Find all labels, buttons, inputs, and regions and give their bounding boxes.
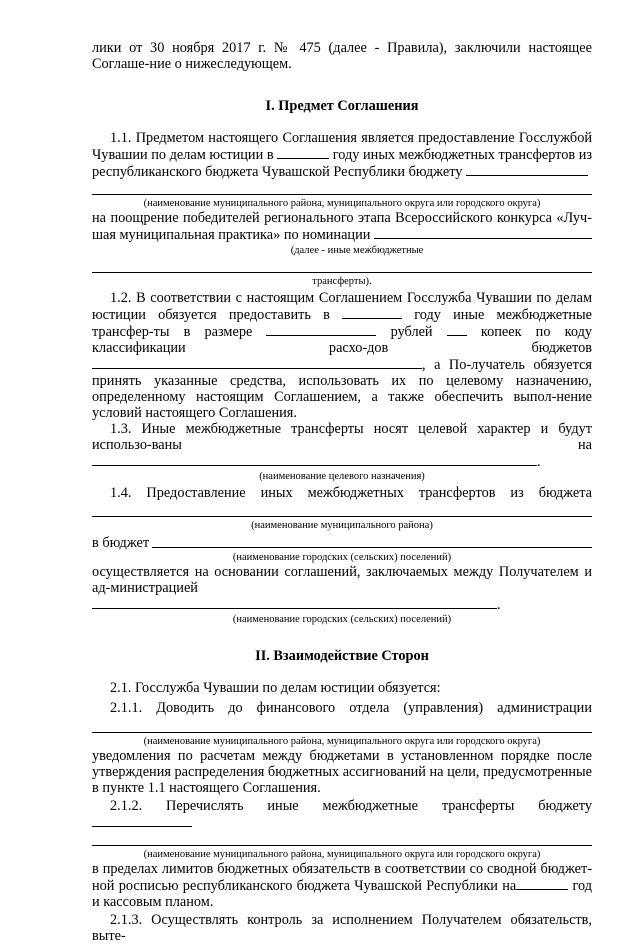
caption-settlements: (наименование городских (сельских) поселений) [232,552,452,563]
caption-municipal-3: (наименование муниципального района, муниципального округа или городского округа) [143,849,541,860]
caption-district: (наименование муниципального района) [251,520,433,531]
year-blank [277,146,329,159]
paragraph-1-2-text-e: , а По-лучатель обязуется принять указанные средства, использовать их по целевому назначению, определенному настоящим Соглашением, а также обеспечить выпол-нение условий настоящего Соглашения. [92,357,592,421]
year-blank-3 [516,877,568,890]
paragraph-2-1-2-text-a: 2.1.2. Перечислять иные межбюджетные трансферты бюджету [110,798,592,814]
caption-municipal: (наименование муниципального района, муниципального округа или городского округа) [143,198,541,209]
intro-paragraph: лики от 30 ноября 2017 г. № 475 (далее - Правила), заключили настоящее Соглаше-ние о нижеследующем. [92,40,592,72]
paragraph-2-1-2-continued [92,861,592,910]
district-line [92,516,592,517]
paragraph-1-1-nomination [92,210,592,243]
settlements-blank [152,535,592,548]
paragraph-1-2 [92,290,592,421]
paragraph-2-1-2-text-b: в пределах лимитов бюджетных обязательств в соответствии со сводной бюджет-ной росписью республиканского бюджета Чувашской Республики на [92,861,592,894]
paragraph-1-4-continued: осуществляется на основании соглашений, заключаемых между Получателем и ад-министрацией . [92,564,592,613]
paragraph-2-1-1: 2.1.1. Доводить до финансового отдела (управления) администрации [110,700,592,716]
caption-purpose: (наименование целевого назначения) [259,471,425,482]
administration-blank [92,596,497,609]
caption-other-transfers: (далее - иные межбюджетные [290,245,424,256]
paragraph-1-4: 1.4. Предоставление иных межбюджетных трансфертов из бюджета [110,485,592,501]
nomination-blank [374,226,592,239]
amount-kopecks-blank [447,323,467,336]
paragraph-1-2-text-c: рублей [390,324,433,340]
paragraph-2-1-2 [92,798,592,831]
recipient-budget-blank [466,163,588,176]
paragraph-1-3: 1.3. Иные межбюджетные трансферты носят целевой характер и будут использо-ваны на . [92,421,592,470]
paragraph-2-1: 2.1. Госслужба Чувашии по делам юстиции обязуется: [110,680,441,696]
other-transfers-line [92,272,592,273]
paragraph-2-1-3: 2.1.3. Осуществлять контроль за исполнением Получателем обязательств, выте- [92,912,592,944]
budget-row [92,535,592,551]
paragraph-1-2-text-b: году иные межбюджетные трансфер-ты в размере [92,307,592,340]
paragraph-1-1-text-a: 1.1. Предметом настоящего Соглашения является предоставление Госслужбой Чувашии по делам юстиции в [92,130,592,163]
municipal-name-line [92,194,592,195]
purpose-blank [92,453,537,466]
paragraph-1-4-text-c: осуществляется на основании соглашений, заключаемых между Получателем и ад-министрацией [92,564,592,596]
budget-blank [92,814,192,827]
paragraph-1-1 [92,130,592,180]
caption-settlements-2: (наименование городских (сельских) поселений) [232,614,452,625]
paragraph-1-3-text: 1.3. Иные межбюджетные трансферты носят целевой характер и будут использо-ваны на [92,421,592,453]
document-page [92,40,592,944]
nomination-text: на поощрение победителей регионального этапа Всероссийского конкурса «Луч-шая муниципальная практика» по номинации [92,210,592,243]
municipal-name-line-2 [92,732,592,733]
paragraph-2-1-1-continued: уведомления по расчетам между бюджетами в установленном порядке после утверждения распределения бюджетных ассигнований на цели, предусмотренные в пункте 1.1 настоящего Соглашения. [92,748,592,796]
paragraph-1-2-text-a: 1.2. В соответствии с настоящим Соглашением Госслужба Чувашии по делам юстиции обязуется предоставить в [92,290,592,323]
caption-transfers: трансферты). [312,276,372,287]
year-blank-2 [342,306,402,319]
budget-code-blank [92,356,422,369]
section-2-title: II. Взаимодействие Сторон [255,648,429,664]
municipal-name-line-3 [92,845,592,846]
paragraph-1-2-text-d: копеек по коду классификации расхо-дов бюджетов [92,324,592,356]
section-1-title: I. Предмет Соглашения [265,98,419,114]
amount-rubles-blank [266,323,376,336]
paragraph-1-4-text-b: в бюджет [92,535,150,551]
paragraph-1-1-text-b: году иных межбюджетных трансфертов из республиканского бюджета Чувашской Республики бюджету [92,147,593,180]
caption-municipal-2: (наименование муниципального района, муниципального округа или городского округа) [143,736,541,747]
paragraph-2-1-2-text-c: год и кассовым планом. [92,878,592,910]
